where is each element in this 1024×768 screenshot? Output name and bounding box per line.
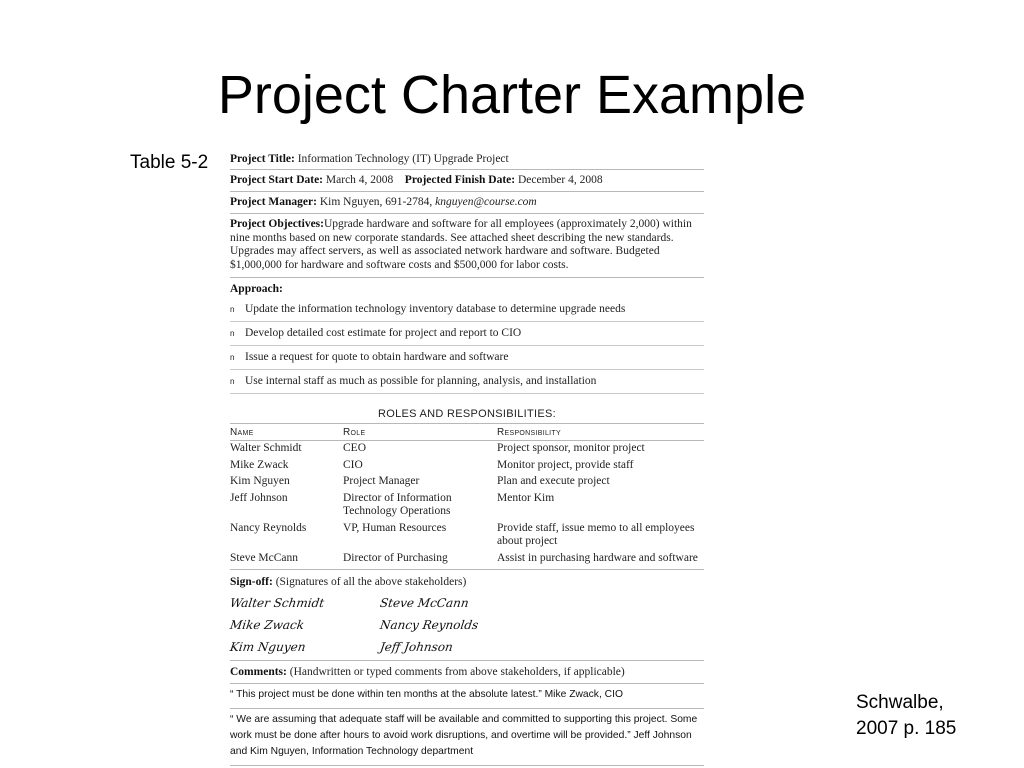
project-title-row (230, 150, 704, 170)
roles-header-role: Role (343, 427, 366, 438)
roles-header-name: Name (230, 427, 254, 438)
role-title: CIO (343, 458, 363, 471)
signature: Steve McCann (379, 596, 470, 610)
slide-title: Project Charter Example (217, 65, 807, 125)
signoff-note: (Signatures of all the above stakeholders) (275, 576, 467, 588)
comments-row (230, 661, 704, 684)
start-date-label: Project Start Date: (230, 174, 324, 186)
signature-row (230, 636, 704, 658)
citation-line-2: 2007 p. 185 (856, 718, 957, 739)
role-name: Kim Nguyen (230, 475, 290, 487)
role-responsibility: Mentor Kim (497, 491, 555, 504)
finish-date-label: Projected Finish Date: (404, 174, 516, 186)
project-charter-document (230, 150, 704, 766)
signoff-row (230, 570, 704, 592)
roles-row (230, 441, 704, 458)
signature: Kim Nguyen (229, 640, 307, 654)
dates-row (230, 170, 704, 192)
approach-item (230, 298, 704, 322)
signature: Mike Zwack (229, 618, 306, 632)
finish-date-value: December 4, 2008 (517, 174, 603, 186)
approach-item-text: Issue a request for quote to obtain hardware and software (245, 351, 509, 363)
signature-row (230, 614, 704, 636)
objectives-row (230, 214, 704, 278)
manager-value: Kim Nguyen, 691-2784, (319, 196, 433, 208)
role-responsibility: Monitor project, provide staff (497, 458, 634, 471)
roles-row (230, 474, 704, 491)
signature: Walter Schmidt (229, 596, 326, 610)
approach-item (230, 346, 704, 370)
project-title-label: Project Title: (230, 153, 295, 165)
objectives-label: Project Objectives: (230, 218, 324, 230)
approach-heading (230, 278, 704, 298)
role-responsibility: Provide staff, issue memo to all employees about project (497, 521, 695, 547)
bullet-mark: n (230, 329, 235, 338)
role-title: CEO (343, 442, 366, 454)
role-title: VP, Human Resources (343, 521, 447, 534)
project-title-value: Information Technology (IT) Upgrade Project (297, 153, 509, 165)
role-title: Director of Purchasing (343, 551, 448, 564)
role-responsibility: Plan and execute project (497, 475, 610, 487)
approach-item (230, 322, 704, 346)
comment-quote: “ We are assuming that adequate staff will be available and committed to supporting this project. Some work must be done after hours to avoid work disruptions, and overtime will be provided.” Jeff Johnson and Kim Nguyen, Information Technology department (230, 709, 704, 766)
manager-row (230, 192, 704, 214)
approach-label: Approach: (230, 283, 283, 295)
signoff-label: Sign-off: (230, 576, 273, 588)
approach-item-text: Use internal staff as much as possible for planning, analysis, and installation (245, 375, 597, 387)
citation-line-1: Schwalbe, (856, 692, 944, 713)
bullet-mark: n (230, 377, 235, 386)
role-name: Jeff Johnson (230, 491, 288, 504)
signature: Jeff Johnson (379, 640, 454, 654)
signatures-block (230, 592, 704, 661)
role-responsibility: Assist in purchasing hardware and software (497, 551, 698, 564)
role-name: Steve McCann (230, 551, 299, 564)
comments-note: (Handwritten or typed comments from above stakeholders, if applicable) (289, 666, 625, 678)
role-name: Walter Schmidt (230, 442, 302, 454)
table-label: Table 5-2 (130, 152, 209, 173)
roles-header-row (230, 424, 704, 441)
roles-header-responsibility: Responsibility (497, 427, 561, 438)
approach-item-text: Update the information technology inventory database to determine upgrade needs (245, 303, 626, 315)
citation (856, 690, 956, 742)
roles-row (230, 491, 704, 521)
role-title: Director of Information Technology Operations (343, 491, 452, 517)
approach-item (230, 370, 704, 394)
bullet-mark: n (230, 305, 235, 314)
start-date-value: March 4, 2008 (325, 174, 394, 186)
comment-quote: “ This project must be done within ten months at the absolute latest.” Mike Zwack, CIO (230, 684, 704, 709)
roles-row (230, 551, 704, 571)
roles-row (230, 521, 704, 551)
role-responsibility: Project sponsor, monitor project (497, 442, 645, 454)
objectives-value: Upgrade hardware and software for all employees (approximately 2,000) within nine months based on new corporate standards. See attached sheet describing the new standards. Upgrades may affect servers, as well as associated network hardware and software. Budgeted $1,000,000 for hardware and software costs and $500,000 for labor costs. (230, 218, 692, 271)
signature: Nancy Reynolds (379, 618, 480, 632)
signature-row (230, 592, 704, 614)
bullet-mark: n (230, 353, 235, 362)
roles-row (230, 458, 704, 475)
manager-email: knguyen@course.com (435, 196, 537, 208)
role-name: Mike Zwack (230, 458, 289, 471)
role-name: Nancy Reynolds (230, 521, 307, 534)
manager-label: Project Manager: (230, 196, 317, 208)
roles-title: ROLES AND RESPONSIBILITIES: (230, 408, 704, 424)
approach-item-text: Develop detailed cost estimate for project and report to CIO (245, 327, 522, 339)
role-title: Project Manager (343, 475, 420, 487)
comments-label: Comments: (230, 666, 287, 678)
